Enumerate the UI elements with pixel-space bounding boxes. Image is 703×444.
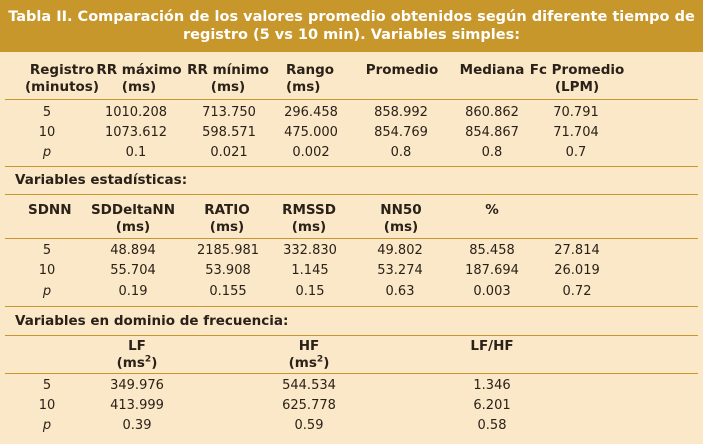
divider: [5, 306, 698, 307]
col-header-rmssd: [282, 202, 336, 236]
col-header-rr-min-line1: RR mínimo: [187, 62, 269, 78]
table-cell: 475.000: [284, 125, 338, 140]
col-header-lf-hf-line1: LF/HF: [470, 338, 514, 354]
table-cell: 0.002: [292, 145, 330, 160]
col-header-promedio: [366, 62, 439, 79]
table-cell: 53.274: [377, 263, 423, 278]
col-header-nn50: [380, 202, 421, 236]
table-cell: p: [42, 145, 52, 160]
table-cell: 71.704: [553, 125, 599, 140]
table-cell: 5: [42, 378, 52, 393]
table-cell: 0.8: [390, 145, 412, 160]
table-cell: 2185.981: [196, 243, 260, 258]
table-cell: 10: [38, 125, 56, 140]
col-header-fc-promedio: [530, 62, 625, 96]
col-header-ratio: [204, 202, 250, 236]
table-cell: 0.72: [562, 284, 592, 299]
col-header-rr-min-line2: (ms): [210, 79, 246, 95]
table-cell: 1.346: [473, 378, 511, 393]
table-cell: 5: [42, 243, 52, 258]
col-header-promedio-line1: Promedio: [365, 62, 439, 78]
col-header-lf-line1: LF: [128, 338, 146, 354]
col-header-mediana: [460, 62, 525, 79]
divider: [5, 238, 698, 239]
col-header-rango: [286, 62, 334, 96]
table-cell: 1073.612: [104, 125, 168, 140]
table-cell: 854.769: [374, 125, 428, 140]
col-header-nn50-line1: NN50: [380, 202, 422, 218]
col-header-hf-close: ): [323, 355, 330, 371]
col-header-lf-line2: [117, 355, 158, 372]
table-cell: p: [42, 284, 52, 299]
col-header-hf-unit: (ms: [288, 355, 317, 371]
col-header-registro: [25, 62, 99, 96]
table-cell: 0.59: [294, 418, 324, 433]
col-header-sddeltann: [91, 202, 175, 236]
table-cell: 0.7: [565, 145, 587, 160]
col-header-rango-line2: (ms): [286, 79, 321, 95]
table-cell: 55.704: [110, 263, 156, 278]
table-cell: 0.003: [473, 284, 511, 299]
table-title-line-1: Tabla II. Comparación de los valores promedio obtenidos según diferente tiempo de: [8, 9, 695, 25]
divider: [5, 373, 698, 374]
table-title-line-2: registro (5 vs 10 min). Variables simples:: [182, 27, 521, 43]
col-header-sddeltann-line1: SDDeltaNN: [90, 202, 176, 218]
col-header-rr-max: [96, 62, 181, 96]
table-title: [0, 0, 703, 52]
col-header-fc-promedio-line1: Fc Promedio: [529, 62, 625, 78]
col-header-rango-line1: Rango: [286, 62, 335, 78]
col-header-percent: [485, 202, 499, 219]
col-header-lf-unit: (ms: [116, 355, 145, 371]
table-cell: 49.802: [377, 243, 423, 258]
col-header-rr-max-line2: (ms): [121, 79, 157, 95]
table-cell: p: [42, 418, 52, 433]
divider: [5, 99, 698, 100]
col-header-hf-line1: HF: [298, 338, 320, 354]
col-header-fc-promedio-line2: (LPM): [554, 79, 600, 95]
col-header-sddeltann-line2: (ms): [115, 219, 151, 235]
table-cell: 858.992: [374, 105, 428, 120]
col-header-nn50-line2: (ms): [383, 219, 419, 235]
col-header-lf-sup: 2: [144, 354, 152, 365]
table-cell: 0.8: [481, 145, 503, 160]
table-cell: 332.830: [283, 243, 337, 258]
table-cell: 5: [42, 105, 52, 120]
table-cell: 187.694: [465, 263, 519, 278]
table-cell: 296.458: [284, 105, 338, 120]
table-cell: 854.867: [465, 125, 519, 140]
table-cell: 413.999: [110, 398, 164, 413]
table-cell: 0.155: [209, 284, 247, 299]
table-cell: 48.894: [110, 243, 156, 258]
section-label-estadisticas: Variables estadísticas:: [15, 172, 188, 188]
table-cell: 0.19: [118, 284, 148, 299]
col-header-hf: [289, 338, 330, 372]
col-header-ratio-line1: RATIO: [204, 202, 250, 218]
table-cell: 349.976: [110, 378, 164, 393]
table-cell: 0.39: [122, 418, 152, 433]
table-cell: 0.58: [477, 418, 507, 433]
table-cell: 625.778: [282, 398, 336, 413]
col-header-mediana-line1: Mediana: [459, 62, 525, 78]
col-header-ratio-line2: (ms): [209, 219, 245, 235]
divider: [5, 335, 698, 336]
col-header-lf: [117, 338, 158, 372]
col-header-registro-line2: (minutos): [24, 79, 100, 95]
table-cell: 0.021: [210, 145, 248, 160]
col-header-rmssd-line1: RMSSD: [282, 202, 336, 218]
table-cell: 0.1: [125, 145, 147, 160]
table-cell: 598.571: [202, 125, 256, 140]
table-cell: 10: [38, 398, 56, 413]
col-header-sdnn-line1: SDNN: [28, 202, 72, 218]
table-cell: 26.019: [554, 263, 600, 278]
col-header-rmssd-line2: (ms): [291, 219, 327, 235]
table-cell: 1.145: [291, 263, 329, 278]
section-label-frecuencia: Variables en dominio de frecuencia:: [15, 313, 289, 329]
table-cell: 0.63: [385, 284, 415, 299]
col-header-lf-hf: [470, 338, 513, 355]
table-cell: 860.862: [465, 105, 519, 120]
col-header-rr-max-line1: RR máximo: [96, 62, 182, 78]
table-cell: 85.458: [469, 243, 515, 258]
divider: [5, 194, 698, 195]
table-cell: 6.201: [473, 398, 511, 413]
col-header-hf-sup: 2: [316, 354, 324, 365]
col-header-registro-line1: Registro: [29, 62, 95, 78]
table-cell: 10: [38, 263, 56, 278]
col-header-rr-min: [187, 62, 269, 96]
table-cell: 544.534: [282, 378, 336, 393]
table-cell: 70.791: [553, 105, 599, 120]
table-cell: 27.814: [554, 243, 600, 258]
table-cell: 1010.208: [104, 105, 168, 120]
col-header-percent-line1: %: [485, 202, 499, 218]
col-header-sdnn: [28, 202, 72, 219]
table-cell: 713.750: [202, 105, 256, 120]
divider: [5, 166, 698, 167]
table-cell: 53.908: [205, 263, 251, 278]
col-header-lf-close: ): [151, 355, 158, 371]
table-cell: 0.15: [295, 284, 325, 299]
col-header-hf-line2: [289, 355, 330, 372]
